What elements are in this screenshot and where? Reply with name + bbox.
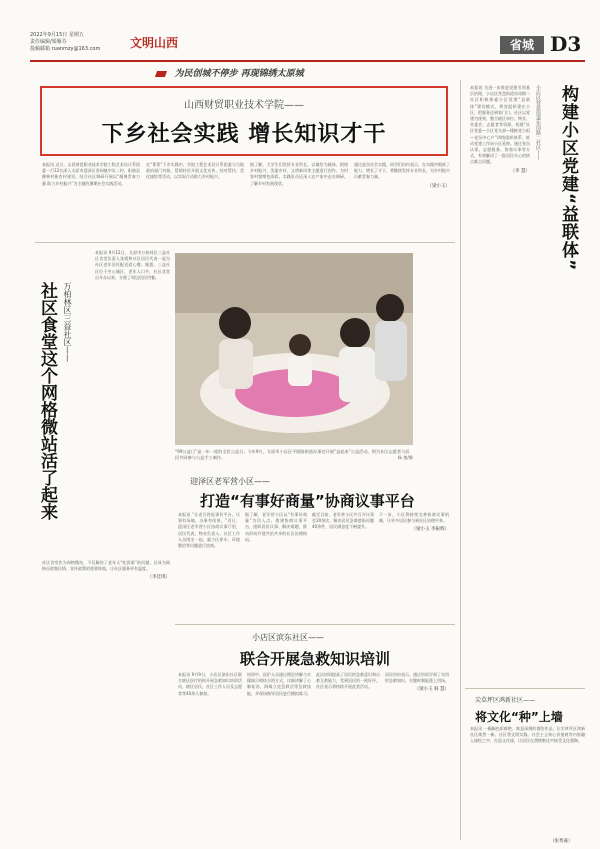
photo-credit: 杨 艳/摄	[397, 455, 413, 460]
lead-byline: （梁小玉）	[427, 183, 450, 189]
bottom-body-col2: 培训中，医护人员通过理论讲解与实操演示相结合的方式，详细讲解了心肺复苏、海姆立克急救法等急救技能，并现场指导居民进行模拟练习。	[247, 672, 311, 696]
right-bottom-title: 将文化“种”上墙	[475, 710, 563, 724]
lead-kicker: 山西财贸职业技术学院——	[184, 100, 304, 111]
newspaper-logo: 文明山西	[130, 36, 179, 50]
left-story-kicker: 万柏林区三益社区——	[63, 282, 72, 362]
right-bottom-body: 本报讯 一幅幅色彩鲜艳、寓意深刻的墙绘作品，让尖草坪区鸿新社区焕然一新。社区将文明实践、社会主义核心价值观等内容融入墙绘之中，打造文化墙，让居民在潜移默化中接受文化熏陶。	[470, 726, 585, 744]
bottom-body-col1: 本报讯 9月9日，小店区滨东社区联合辖区医疗机构开展急救知识培训活动，辖区居民、社区工作人员及志愿者等40余人参加。	[178, 672, 242, 696]
header-meta-editor: 责任编辑/梁雁芬	[30, 39, 67, 45]
slogan-flag-icon	[155, 71, 167, 77]
lead-title: 下乡社会实践 增长知识才干	[101, 122, 387, 147]
bottom-story-title: 联合开展急救知识培训	[240, 650, 391, 668]
header-meta-email: 投稿邮箱 ruanmzy@163.com	[30, 46, 101, 52]
mid-story-title: 打造“有事好商量”协商议事平台	[200, 492, 415, 510]
header-meta	[30, 32, 100, 53]
right-story-byline: （李 慧）	[510, 168, 530, 174]
bottom-body-col3: 此次培训提高了居民的急救意识和自救互救能力，受到居民的一致好评。社区表示将持续开展此类活动。	[316, 672, 380, 690]
slogan-text: 为民创城不停步 再现锦绣太原城	[174, 69, 304, 79]
mid-story-kicker: 迎泽区老军营小区——	[190, 477, 270, 486]
left-story-body-top: 本报讯 9月12日，太原市万柏林区三益社区食堂负责人张霞和社区居民代表一起为社区老年居民配送爱心餐。据悉，三益社区位于中心城区，老年人口多，社区食堂自开办以来，方便了周边居民用餐。	[95, 250, 170, 280]
news-photo	[175, 253, 413, 445]
lead-body-col4: 通过此次社会实践，同学们纷纷表示，在实践中锻炼了能力、增长了才干，将继续发挥专业所长，为乡村振兴贡献青春力量。	[354, 162, 450, 180]
divider	[465, 688, 585, 689]
lead-headline-box	[40, 86, 448, 156]
photo-caption-wrap	[175, 449, 413, 461]
bottom-byline: （梁小玉 韩 慧）	[414, 687, 449, 693]
left-story-body-bottom-wrap	[42, 560, 170, 700]
lead-body-col3: 据了解，大学生们发挥专业所长，以墙绘为载体，围绕乡村振兴、美丽乡村、文明新风等主题进行创作，为村容村貌增色添彩。实践队员还深入农户家中走访调研，了解乡村发展现状。	[250, 162, 348, 186]
photo-caption: “99公益日”是一年一度的全民公益日。今年9月，太原市小店区平阳路街道办事处开展“益起来”公益活动。图为社区志愿者与居民共同参与公益手工制作。	[175, 449, 410, 460]
mid-body-col4-wrap	[379, 512, 449, 620]
mid-body-col2: 据了解，老军营小区以“有事好商量”为切入点，搭建协商议事平台，组织居民议事、解决难题，推动形成共建共治共享的社区治理格局。	[245, 512, 307, 542]
section-tag: 省城	[500, 36, 544, 54]
divider	[175, 624, 455, 625]
header-meta-date: 2022年9月15日 星期五	[30, 32, 84, 38]
right-story-kicker: 小店区营盘街道东岗路二社区——	[535, 85, 541, 160]
left-story-title: 社区食堂这个网格微站活了起来	[37, 282, 57, 520]
right-bottom-kicker: 尖草坪区鸿新社区——	[475, 697, 536, 704]
bottom-body-col4-wrap	[385, 672, 449, 817]
page-number: D3	[550, 32, 582, 56]
mid-body-col4: 下一步，小区将持续完善协商议事机制，让更多居民参与到社区治理中来。	[379, 512, 449, 524]
right-story-body-cont	[470, 360, 585, 680]
mid-byline: （梁小玉 李振辉）	[411, 527, 449, 533]
bottom-body-col4: 居民纷纷表示，通过培训学到了实用的急救知识，关键时刻能派上用场。	[385, 672, 449, 684]
lead-body-col1: 本报讯 近日，山西财贸职业技术学院工程艺术设计系团委一行12名深入太原市迎泽区晋祠镇中贝二村、阳曲县柳林村新农村建设，结合社区调研开展以“凝聚青春力量 助力乡村振兴”为主题的暑期社会实践活动。	[42, 162, 140, 186]
divider	[35, 242, 455, 243]
bottom-story-kicker: 小店区滨东社区——	[252, 633, 324, 642]
right-story-body: 本报讯 为进一步推进党建引领基层治理，小店区营盘街道东岗路二社区积极探索小区党建“益联体”建设模式，将党组织建在小区，把服务送到家门口。社区以党建为统领，整合辖区单位、物业、业委会、志愿者等资源，构建“社区党委—小区党支部—楼栋党小组—党员中心户”四级组织体系，推动党建工作向小区延伸。通过党员认领、志愿服务、协商议事等方式，有效解决了一批居民关心的热点难点问题。	[470, 85, 530, 165]
photo-illustration	[175, 253, 413, 445]
lead-body-col2: 在“菁菁”下乡实践中，学院工程艺术设计系团委与当地政府部门对接，帮助村民开展文化宣传、结对帮扶、美化墙绘等活动，以实际行动助力乡村振兴。	[146, 162, 244, 180]
slogan-banner	[30, 66, 430, 79]
left-story-body-bottom: 社区食堂作为网格微站，不仅解决了老年人“吃饭难”的问题，还成为网格员收集民情、宣传政策的重要阵地，让社区服务更有温度。	[42, 560, 170, 572]
right-story-title: 构建小区党建“益联体”	[558, 85, 578, 272]
column-divider	[460, 80, 461, 840]
right-bottom-byline: （张秀嘉）	[550, 839, 573, 844]
left-story-byline: （李佳琪）	[147, 575, 170, 581]
lead-body-col4-wrap	[354, 162, 450, 230]
mid-body-col3: 截至目前，老军营小区共召开议事会20余次，解决居民急难愁盼问题40余件，居民满意度不断提升。	[312, 512, 374, 530]
left-story-headline	[35, 282, 73, 522]
masthead	[30, 30, 585, 62]
mid-body-col1: 本报讯 “让老百姓说事有平台，议事有场地，办事有结果。”近日，迎泽区老军营小区协商议事厅里，居民代表、物业负责人、社区工作人员围坐一起，就小区停车、环境整治等问题进行协商。	[178, 512, 240, 549]
